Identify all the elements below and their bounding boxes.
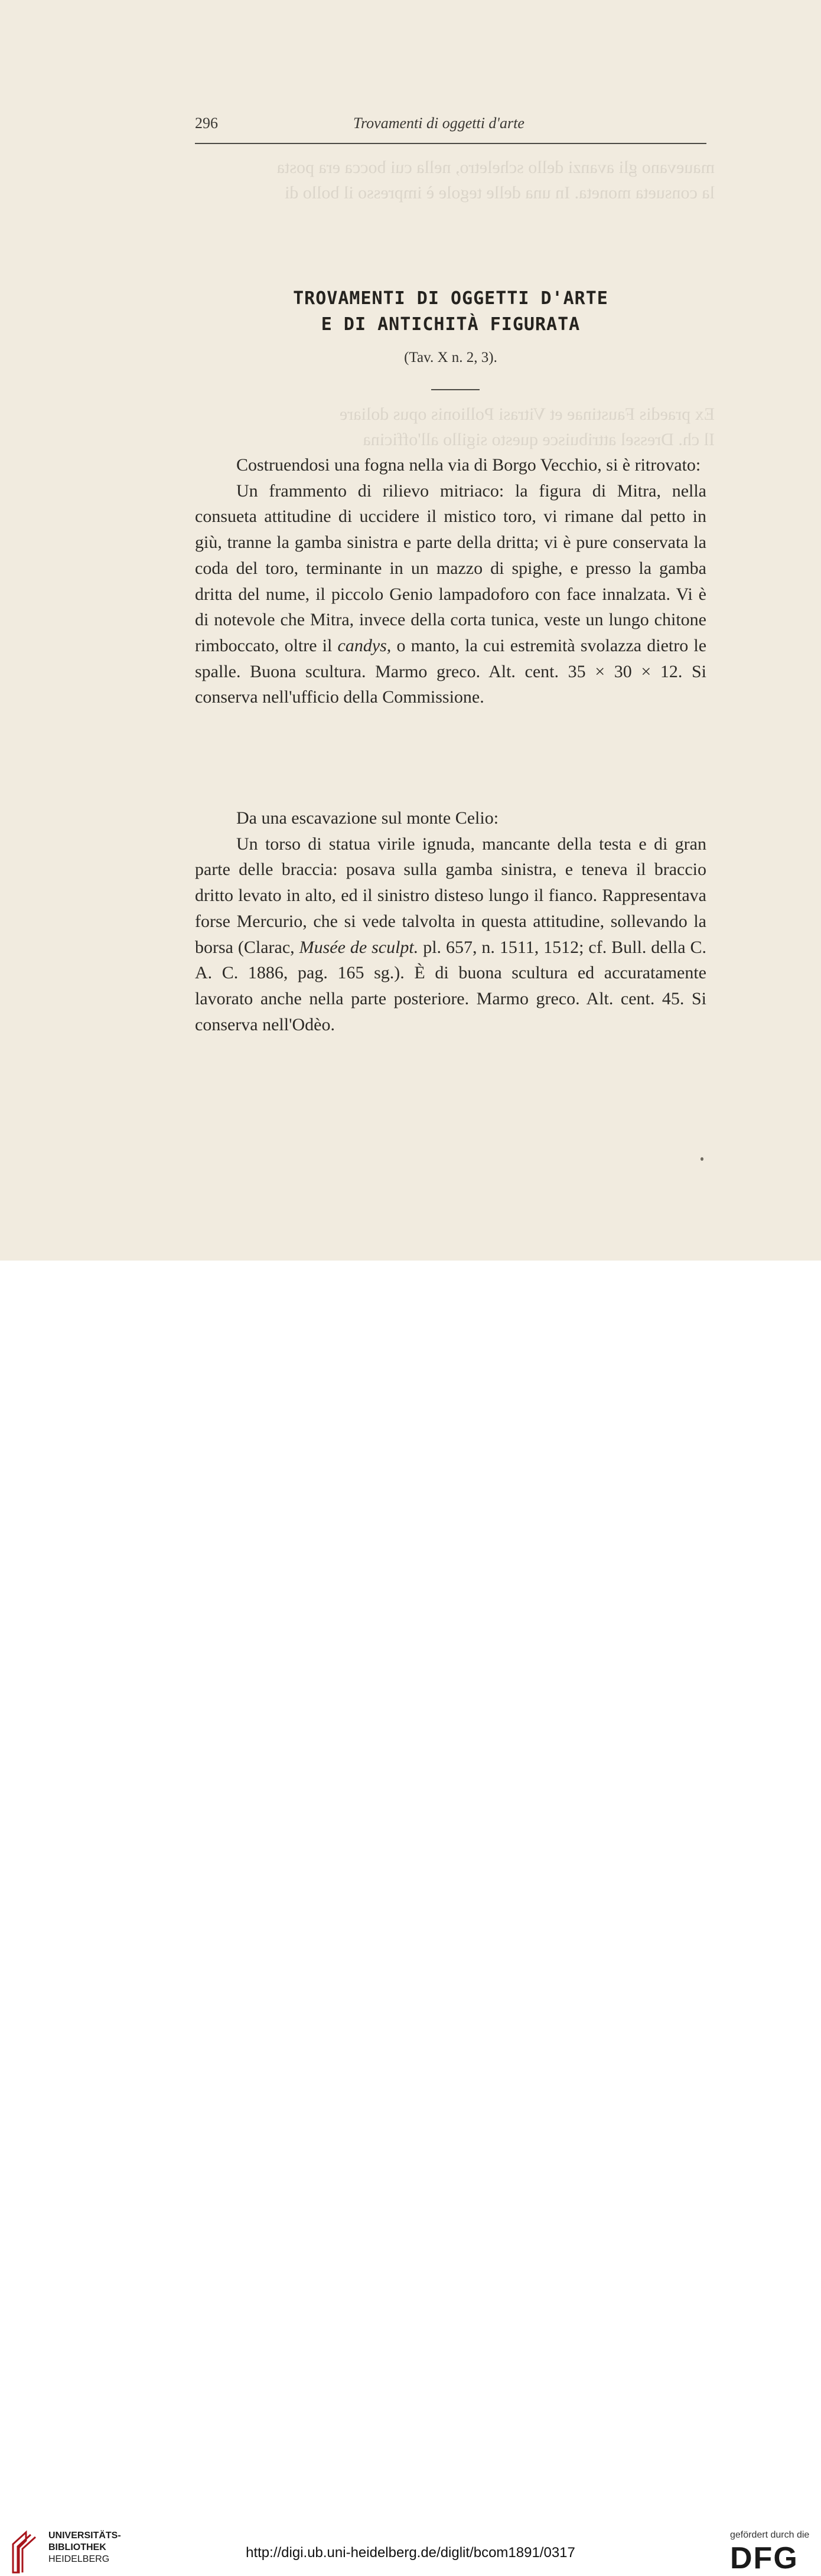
title-divider — [431, 389, 480, 390]
article-title-line-1: TROVAMENTI DI OGGETTI D'ARTE — [293, 288, 608, 309]
speck-decoration — [701, 1157, 703, 1161]
italic-term-candys: candys, — [337, 635, 392, 655]
running-head — [195, 112, 706, 136]
show-through-decoration: la consueta moneta. In una delle tegole è impresso il bollo di — [284, 183, 715, 203]
paragraph-text: o manto, la cui estremità svolazza dietro le spalle. Buona scultura. Marmo greco. Alt. cent. 35 × 30 × 12. Si conserva nell'ufficio della Commissione. — [195, 635, 707, 707]
scanned-page — [0, 0, 821, 1261]
paragraph-text: Un torso di statua virile ignuda, mancante della testa e di gran parte delle braccia: posava sulla gamba sinistra, e teneva il braccio dritto levato in alto, ed il sinistro disteso lungo il fianco. Rappresentava forse Mercurio, che si vede talvolta in questa attitudine, sollevando la borsa (Clarac, — [195, 834, 706, 957]
funding-note: gefördert durch die — [730, 2530, 810, 2540]
paragraph-borgo-vecchio: Costruendosi una fogna nella via di Borgo Vecchio, si è ritrovato: — [236, 455, 701, 475]
show-through-decoration: mauevano gli avanzi dello scheletro, nella cui bocca era posta — [276, 158, 715, 177]
paragraph-mithraic-relief — [195, 478, 706, 710]
article-title-line-2: E DI ANTICHITÀ FIGURATA — [321, 314, 581, 335]
page-number: 296 — [195, 115, 218, 132]
running-title: Trovamenti di oggetti d'arte — [353, 115, 524, 132]
paragraph-text: Un frammento di rilievo mitriaco: la figura di Mitra, nella consueta attitudine di uccidere il mistico toro, vi rimane dal petto in giù, tranne la gamba sinistra e parte della dritta; vi è pure conservata la coda del toro, terminante in un mazzo di spighe, e presso la gamba dritta del nume, il piccolo Genio lampadoforo con face innalzata. Vi è di notevole che Mitra, invece della corta tunica, veste un lungo chitone rimboccato, oltre il — [195, 481, 706, 655]
italic-citation: Musée de sculpt. — [299, 937, 419, 957]
source-url-link[interactable]: http://digi.ub.uni-heidelberg.de/diglit/bcom1891/0317 — [246, 2545, 575, 2561]
funder-logo: DFG — [730, 2541, 799, 2575]
library-name-line-2: BIBLIOTHEK — [48, 2542, 106, 2552]
paragraph-monte-celio: Da una escavazione sul monte Celio: — [236, 808, 499, 828]
body-section-2 — [195, 805, 706, 1037]
header-rule — [195, 143, 706, 144]
paragraph-text: pl. 657, n. 1511, 1512; cf. Bull. della C. A. C. 1886, pag. 165 sg.). È di buona scultura ed accuratamente lavorato anche nella parte posteriore. Marmo greco. Alt. cent. 45. Si conserva nell'Odèo. — [195, 937, 706, 1034]
show-through-decoration: Il ch. Dressel attribuisce questo sigillo all'officina — [363, 430, 715, 449]
paragraph-torso — [195, 831, 706, 1038]
digitization-footer — [0, 1261, 821, 2575]
library-name-line-3: HEIDELBERG — [48, 2554, 110, 2564]
show-through-decoration: Ex praedis Faustinae et Vitrasi Pollionis opus doliare — [339, 404, 715, 424]
plate-reference: (Tav. X n. 2, 3). — [404, 350, 497, 365]
body-section-1 — [195, 452, 706, 710]
library-name-line-1: UNIVERSITÄTS- — [48, 2531, 121, 2541]
